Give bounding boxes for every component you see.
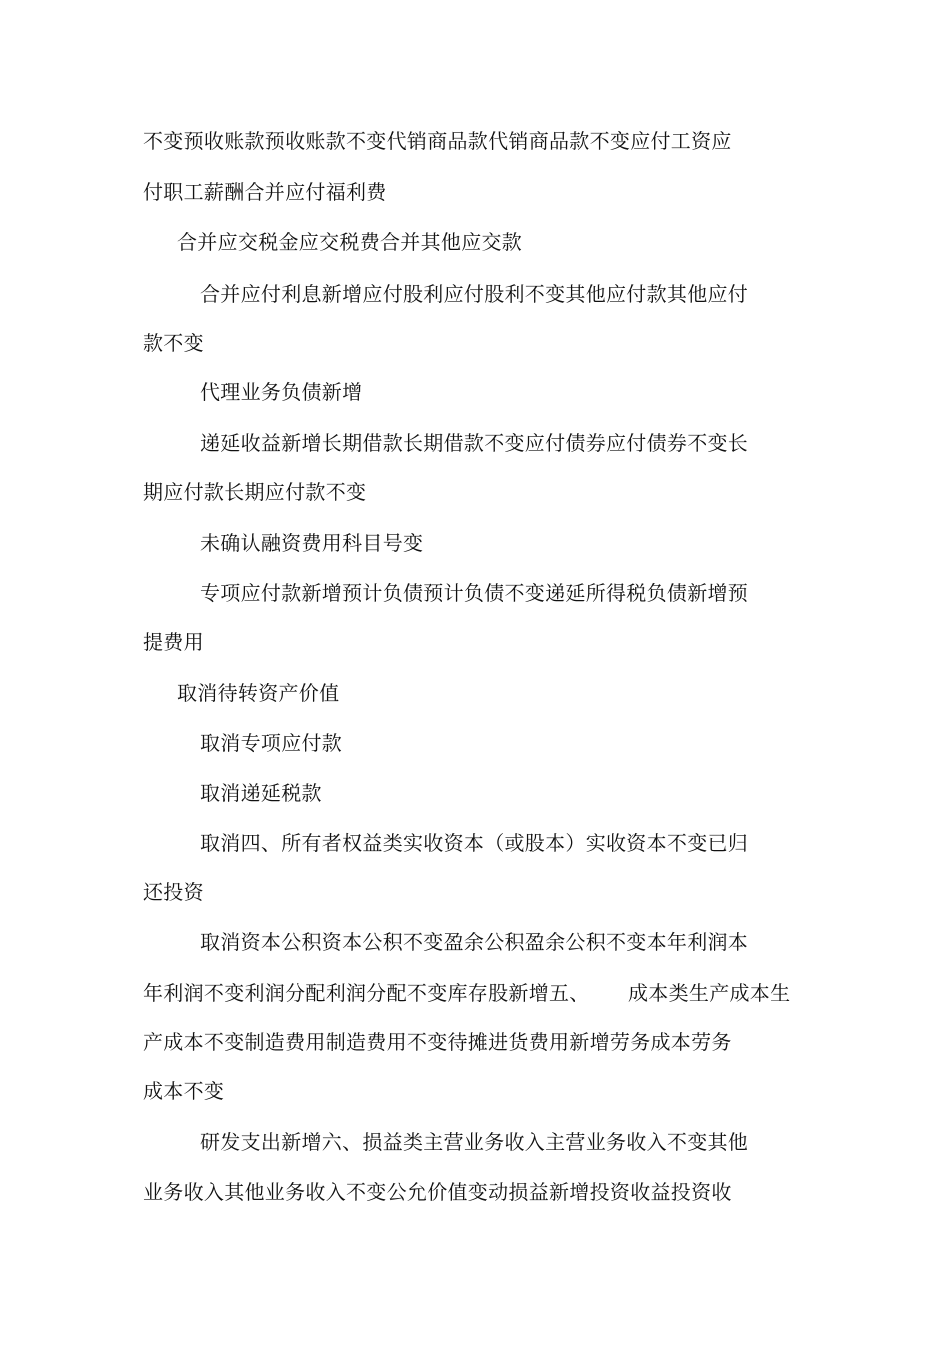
text-line: 不变预收账款预收账款不变代销商品款代销商品款不变应付工资应 (143, 129, 732, 153)
text-line: 成本类生产成本生 (628, 981, 791, 1005)
text-line: 未确认融资费用科目号变 (200, 531, 424, 555)
text-line: 款不变 (143, 331, 204, 355)
text-line: 产成本不变制造费用制造费用不变待摊进货费用新增劳务成本劳务 (143, 1030, 732, 1054)
text-line: 合并应付利息新增应付股利应付股利不变其他应付款其他应付 (200, 282, 749, 306)
text-line: 取消专项应付款 (200, 731, 343, 755)
text-line: 取消四、所有者权益类实收资本（或股本）实收资本不变已归 (200, 831, 749, 855)
text-line: 递延收益新增长期借款长期借款不变应付债券应付债券不变长 (200, 431, 749, 455)
text-line: 成本不变 (143, 1079, 225, 1103)
text-line: 付职工薪酬合并应付福利费 (143, 180, 387, 204)
text-line: 业务收入其他业务收入不变公允价值变动损益新增投资收益投资收 (143, 1180, 732, 1204)
text-line: 取消待转资产价值 (177, 681, 340, 705)
text-line: 取消资本公积资本公积不变盈余公积盈余公积不变本年利润本 (200, 930, 749, 954)
text-line: 还投资 (143, 880, 204, 904)
text-line: 年利润不变利润分配利润分配不变库存股新增五、 (143, 981, 590, 1005)
text-line: 期应付款长期应付款不变 (143, 480, 367, 504)
text-line: 提费用 (143, 630, 204, 654)
text-line: 代理业务负债新增 (200, 380, 363, 404)
text-line: 研发支出新增六、损益类主营业务收入主营业务收入不变其他 (200, 1130, 749, 1154)
text-line: 取消递延税款 (200, 781, 322, 805)
text-line: 合并应交税金应交税费合并其他应交款 (177, 230, 523, 254)
text-line: 专项应付款新增预计负债预计负债不变递延所得税负债新增预 (200, 581, 749, 605)
